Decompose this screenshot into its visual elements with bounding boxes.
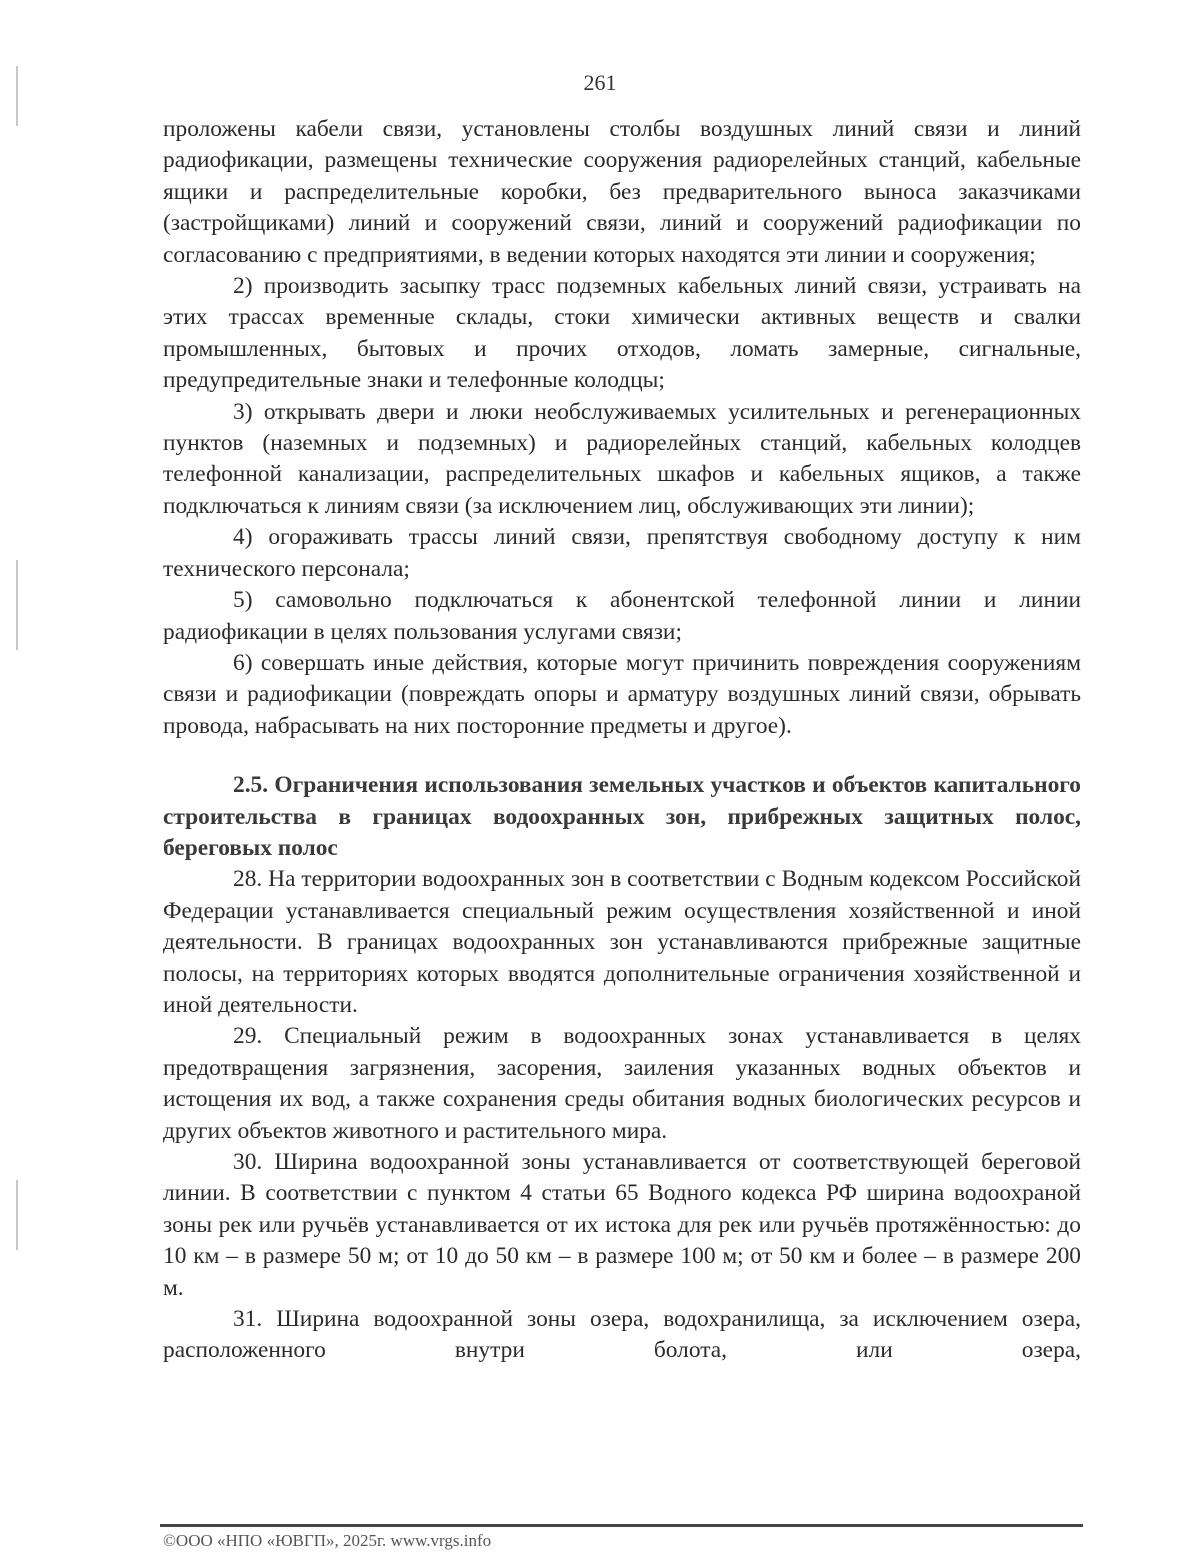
footer-text: ©ООО «НПО «ЮВГП», 2025г. www.vrgs.info — [163, 1531, 492, 1550]
scan-edge-mark — [16, 560, 18, 650]
paragraph-30: 30. Ширина водоохранной зоны устанавливается от соответствующей береговой линии. В соответствии с пунктом 4 статьи 65 Водного кодекса РФ ширина водоохраной зоны рек или ручьёв устанавливается от их истока для рек или ручьёв протяжённостью: до 10 км – в размере 50 м; от 10 до 50 км – в размере 100 м; от 50 км и более – в размере 200 м. — [163, 1149, 1081, 1301]
list-item-5: 5) самовольно подключаться к абонентской телефонной линии и линии радиофикации в целях пользования услугами связи; — [163, 587, 1081, 645]
section-heading: 2.5. Ограничения использования земельных участков и объектов капитального строительства в границах водоохранных зон, прибрежных защитных полос, береговых полос — [163, 772, 1081, 861]
list-item-2: 2) производить засыпку трасс подземных кабельных линий связи, устраивать на этих трассах временные склады, стоки химически активных веществ и свалки промышленных, бытовых и прочих отходов, ломать замерные, сигнальные, предупредительные знаки и телефонные колодцы; — [163, 273, 1081, 394]
page-number: 261 — [583, 70, 617, 95]
list-item-3: 3) открывать двери и люки необслуживаемых усилительных и регенерационных пунктов (наземных и подземных) и радиорелейных станций, кабельных колодцев телефонной канализации, распределительных шкафов и кабельных ящиков, а также подключаться к линиям связи (за исключением лиц, обслуживающих эти линии); — [163, 398, 1081, 519]
scan-edge-mark — [16, 1180, 18, 1250]
paragraph-31: 31. Ширина водоохранной зоны озера, водохранилища, за исключением озера, расположенного внутри болота, или озера, — [163, 1306, 1081, 1364]
paragraph-29: 29. Специальный режим в водоохранных зонах устанавливается в целях предотвращения загрязнения, засорения, заиления указанных водных объектов и истощения их вод, а также сохранения среды обитания водных биологических ресурсов и других объектов животного и растительного мира. — [163, 1023, 1081, 1144]
document-body — [163, 114, 1081, 1367]
list-item-6: 6) совершать иные действия, которые могут причинить повреждения сооружениям связи и радиофикации (повреждать опоры и арматуру воздушных линий связи, обрывать провода, набрасывать на них посторонние предметы и другое). — [163, 649, 1081, 739]
paragraph-continuation: проложены кабели связи, установлены столбы воздушных линий связи и линий радиофикации, размещены технические сооружения радиорелейных станций, кабельные ящики и распределительные коробки, без предварительного выноса заказчиками (застройщиками) линий и сооружений связи, линий и сооружений радиофикации по согласованию с предприятиями, в ведении которых находятся эти линии и сооружения; — [163, 116, 1081, 268]
section-gap — [163, 742, 1081, 770]
paragraph-28: 28. На территории водоохранных зон в соответствии с Водным кодексом Российской Федерации устанавливается специальный режим осуществления хозяйственной и иной деятельности. В границах водоохранных зон устанавливаются прибрежные защитные полосы, на территориях которых вводятся дополнительные ограничения хозяйственной и иной деятельности. — [163, 866, 1081, 1018]
list-item-4: 4) огораживать трассы линий связи, препятствуя свободному доступу к ним технического персонала; — [163, 524, 1081, 582]
footer-rule — [160, 1524, 1083, 1527]
